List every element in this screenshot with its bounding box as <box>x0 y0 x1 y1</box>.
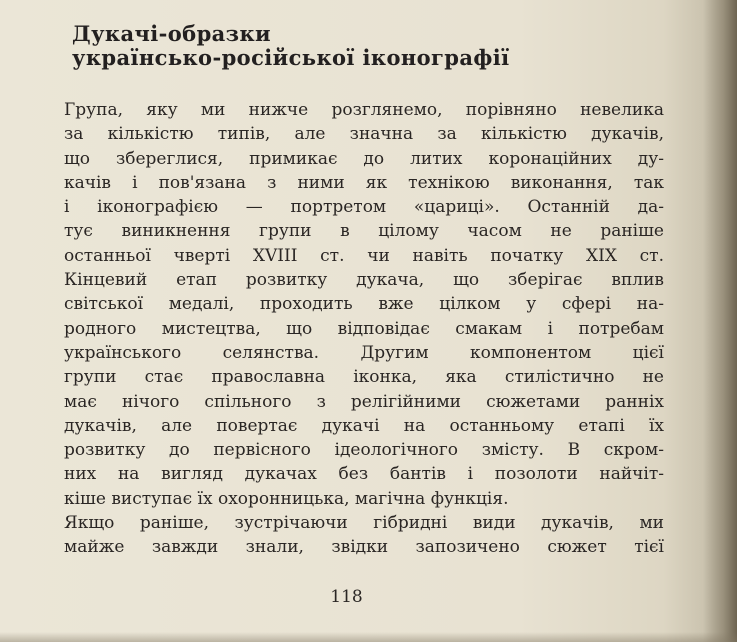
text-line: що збереглися, примикає до литих коронаційних ду- <box>64 148 664 169</box>
text-line: Якщо раніше, зустрічаючи гібридні види дукачів, ми <box>64 513 664 534</box>
page-bottom-shadow <box>0 632 737 642</box>
page-edge-shadow <box>703 0 737 642</box>
text-line: українського селянства. Другим компонентом цієї <box>64 342 664 363</box>
text-line: родного мистецтва, що відповідає смакам і потребам <box>64 318 664 339</box>
heading-line-2: українсько-російської іконографії <box>72 45 510 70</box>
text-line: майже завжди знали, звідки запозичено сюжет тієї <box>64 537 664 558</box>
body-paragraph <box>64 98 664 560</box>
heading-line-1: Дукачі-образки <box>72 21 271 46</box>
text-line: розвитку до первісного ідеологічного змісту. В скром- <box>64 440 664 461</box>
text-line: останньої чверті XVIII ст. чи навіть початку XIX ст. <box>64 245 664 266</box>
text-line: за кількістю типів, але значна за кількістю дукачів, <box>64 124 664 145</box>
text-line: них на вигляд дукачах без бантів і позолоти найчіт- <box>64 464 664 485</box>
text-line: має нічого спільного з релігійними сюжетами ранніх <box>64 391 664 412</box>
section-heading <box>72 22 510 70</box>
text-line: групи стає православна іконка, яка стилістично не <box>64 367 664 388</box>
text-line: і іконографією — портретом «цариці». Останній да- <box>64 197 664 218</box>
text-line: качів і пов'язана з ними як технікою виконання, так <box>64 172 664 193</box>
text-line: Кінцевий етап розвитку дукача, що зберігає вплив <box>64 270 664 291</box>
text-line: тує виникнення групи в цілому часом не раніше <box>64 221 664 242</box>
text-line: світської медалі, проходить вже цілком у сфері на- <box>64 294 664 315</box>
text-line: дукачів, але повертає дукачі на останньому етапі їх <box>64 415 664 436</box>
page-number: 118 <box>330 587 363 607</box>
text-line: Група, яку ми нижче розглянемо, порівняно невелика <box>64 100 664 120</box>
text-line: кіше виступає їх охоронницька, магічна функція. <box>64 488 509 509</box>
